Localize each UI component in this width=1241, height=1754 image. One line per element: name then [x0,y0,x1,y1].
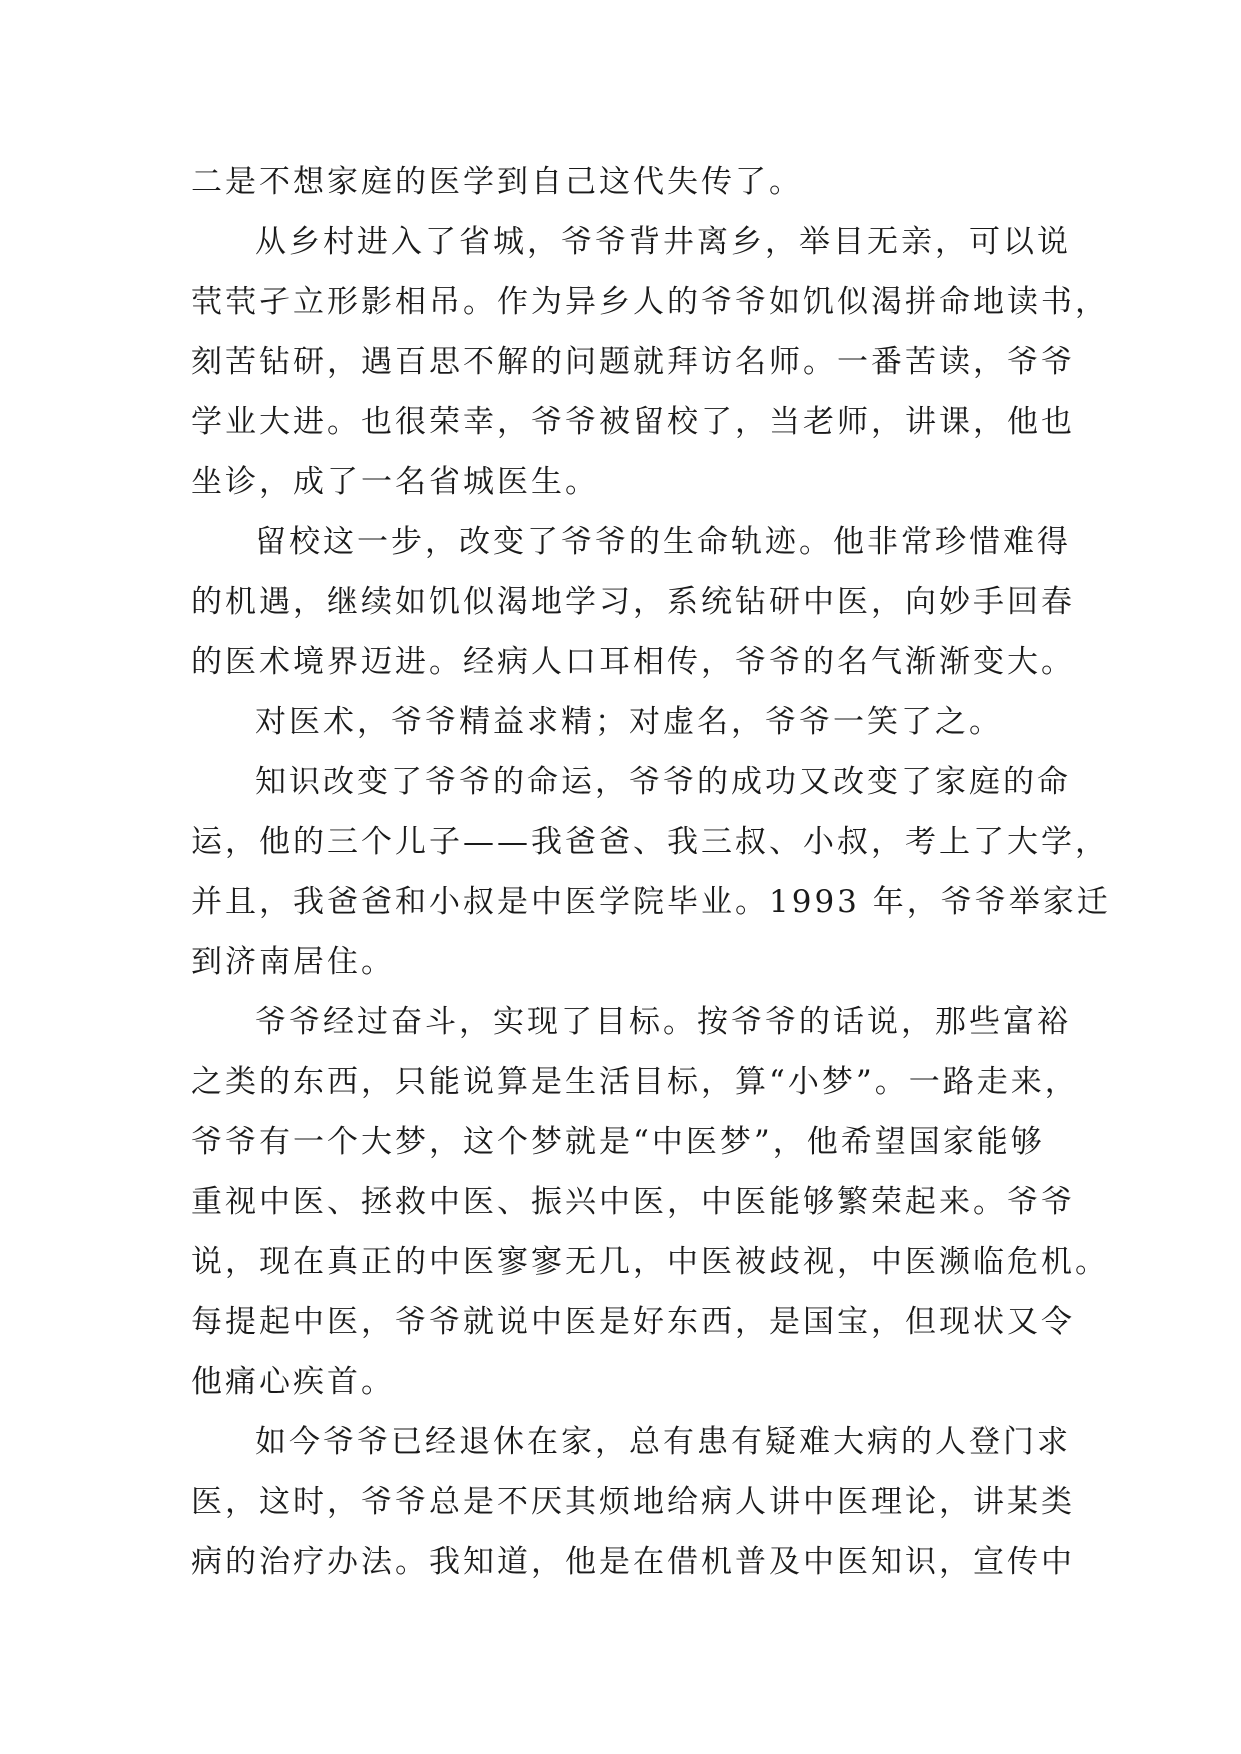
text-line: 爷爷有一个大梦，这个梦就是“中医梦”，他希望国家能够 [191,1124,1045,1160]
text-line: 学业大进。也很荣幸，爷爷被留校了，当老师，讲课，他也 [191,404,1075,440]
text-line: 坐诊，成了一名省城医生。 [191,464,599,500]
text-line: 说，现在真正的中医寥寥无几，中医被歧视，中医濒临危机。 [191,1244,1109,1280]
paragraph-first-line: 对医术，爷爷精益求精；对虚名，爷爷一笑了之。 [255,704,1003,740]
text-line: 他痛心疾首。 [191,1364,395,1400]
text-line: 重视中医、拯救中医、振兴中医，中医能够繁荣起来。爷爷 [191,1184,1075,1220]
text-line: 并且，我爸爸和小叔是中医学院毕业。1993 年，爷爷举家迁 [191,884,1111,920]
text-line: 二是不想家庭的医学到自己这代失传了。 [191,164,803,200]
text-line: 到济南居住。 [191,944,395,980]
paragraph-first-line: 如今爷爷已经退休在家，总有患有疑难大病的人登门求 [255,1424,1071,1460]
text-line: 运，他的三个儿子——我爸爸、我三叔、小叔，考上了大学， [191,824,1109,860]
paragraph-first-line: 从乡村进入了省城，爷爷背井离乡，举目无亲，可以说 [255,224,1071,260]
text-line: 茕茕孑立形影相吊。作为异乡人的爷爷如饥似渴拼命地读书， [191,284,1109,320]
text-line: 每提起中医，爷爷就说中医是好东西，是国宝，但现状又令 [191,1304,1075,1340]
text-line: 的机遇，继续如饥似渴地学习，系统钻研中医，向妙手回春 [191,584,1075,620]
text-line: 之类的东西，只能说算是生活目标，算“小梦”。一路走来， [191,1064,1079,1100]
body-text [191,152,1111,1592]
text-line: 病的治疗办法。我知道，他是在借机普及中医知识，宣传中 [191,1544,1075,1580]
text-line: 的医术境界迈进。经病人口耳相传，爷爷的名气渐渐变大。 [191,644,1075,680]
paragraph-first-line: 留校这一步，改变了爷爷的生命轨迹。他非常珍惜难得 [255,524,1071,560]
paragraph-first-line: 知识改变了爷爷的命运，爷爷的成功又改变了家庭的命 [255,764,1071,800]
text-line: 刻苦钻研，遇百思不解的问题就拜访名师。一番苦读，爷爷 [191,344,1075,380]
paragraph-first-line: 爷爷经过奋斗，实现了目标。按爷爷的话说，那些富裕 [255,1004,1071,1040]
text-line: 医，这时，爷爷总是不厌其烦地给病人讲中医理论，讲某类 [191,1484,1075,1520]
